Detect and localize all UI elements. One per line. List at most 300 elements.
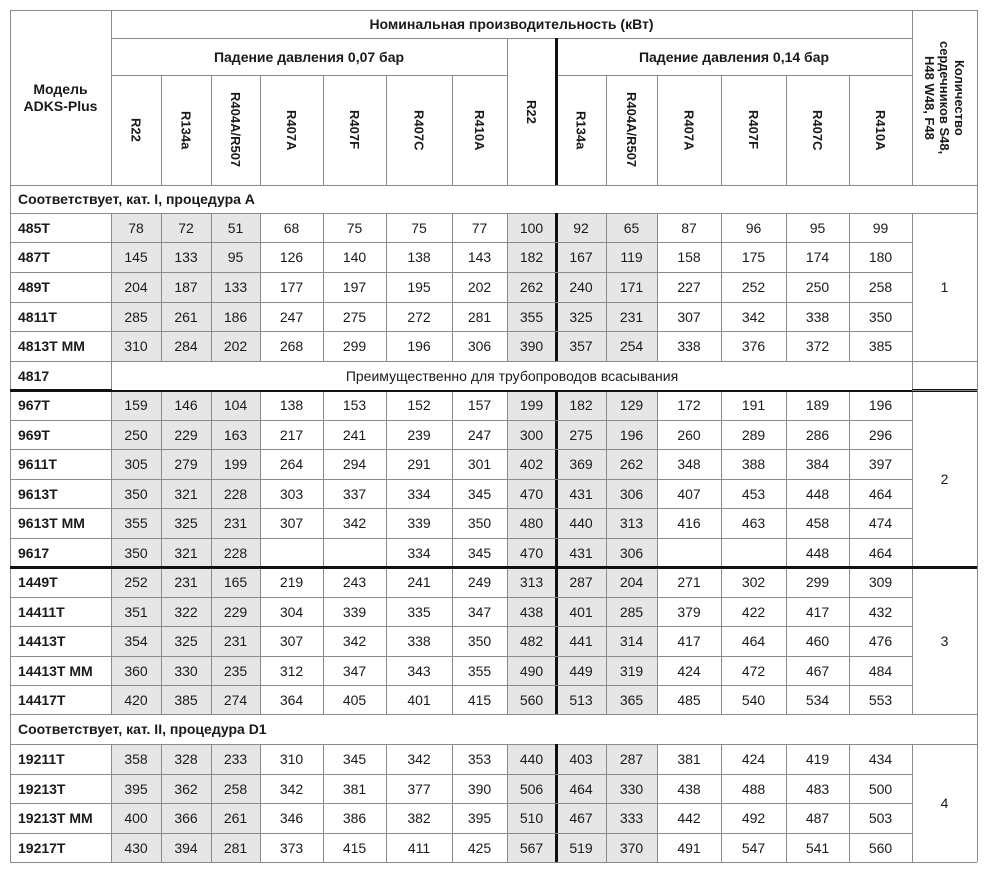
value-cell: 313	[619, 515, 644, 531]
refrigerant-header	[786, 75, 849, 185]
model-cell: 19213T	[18, 780, 66, 797]
refrigerant-label: R407A	[284, 109, 299, 151]
value-cell: 424	[677, 662, 701, 679]
value-cell: 196	[619, 426, 644, 443]
grid-line	[452, 213, 453, 714]
grid-line	[912, 390, 977, 391]
refrigerant-label: R22	[524, 99, 539, 124]
value-cell: 217	[279, 426, 304, 443]
value-cell: 133	[223, 279, 248, 295]
value-cell: 143	[467, 249, 492, 265]
value-cell: 360	[124, 662, 148, 679]
value-cell: 453	[741, 485, 766, 502]
value-cell: 513	[569, 691, 593, 708]
model-cell: 9613T MM	[18, 515, 85, 531]
note-cell-text: Преимущественно для трубопроводов всасывания	[345, 368, 679, 384]
grid-line	[555, 213, 558, 714]
value-cell: 204	[124, 279, 148, 295]
value-cell: 480	[519, 515, 544, 531]
grid-line	[10, 479, 912, 480]
value-cell: 338	[805, 308, 830, 325]
grid-line	[161, 213, 162, 714]
value-cell: 175	[741, 249, 766, 265]
value-cell: 95	[809, 219, 826, 236]
grid-line	[10, 833, 912, 834]
value-cell: 182	[569, 397, 593, 413]
value-cell: 325	[569, 308, 593, 325]
value-cell: 96	[745, 219, 762, 236]
value-cell: 345	[467, 485, 492, 502]
value-cell: 401	[569, 603, 593, 620]
value-cell: 272	[407, 308, 431, 325]
value-cell: 334	[407, 485, 431, 502]
value-cell: 163	[223, 426, 248, 443]
value-cell: 381	[342, 780, 367, 797]
model-cell: 19213T MM	[18, 810, 93, 826]
value-cell: 492	[741, 810, 766, 826]
value-cell: 307	[279, 515, 304, 531]
value-cell: 342	[741, 308, 766, 325]
value-cell: 227	[677, 279, 701, 295]
value-cell: 403	[569, 751, 593, 767]
value-cell: 416	[677, 515, 701, 531]
value-cell: 448	[805, 544, 830, 561]
value-cell: 104	[223, 397, 248, 413]
value-cell: 228	[223, 485, 248, 502]
value-cell: 77	[471, 219, 488, 236]
grid-line	[10, 272, 912, 273]
value-cell: 314	[619, 633, 644, 649]
grid-line	[606, 75, 607, 185]
value-cell: 372	[805, 338, 830, 354]
grid-line	[10, 774, 912, 775]
value-cell: 440	[519, 751, 544, 767]
grid-line	[10, 685, 912, 686]
value-cell: 390	[519, 338, 544, 354]
model-cell: 489T	[18, 279, 50, 295]
pressure-drop-0-14: Падение давления 0,14 бар	[638, 48, 830, 65]
value-cell: 441	[569, 633, 593, 649]
refrigerant-label: R134a	[178, 110, 194, 150]
value-cell: 458	[805, 515, 830, 531]
value-cell: 464	[569, 780, 593, 797]
value-cell: 199	[519, 397, 544, 413]
value-cell: 159	[124, 397, 148, 413]
value-cell: 347	[467, 603, 492, 620]
value-cell: 247	[279, 308, 304, 325]
value-cell: 560	[519, 691, 544, 708]
value-cell: 285	[619, 603, 644, 620]
value-cell: 460	[805, 633, 830, 649]
value-cell: 264	[279, 456, 304, 472]
value-cell: 350	[124, 544, 148, 561]
grid-line	[721, 75, 722, 185]
grid-line	[10, 213, 977, 214]
value-cell: 126	[279, 249, 304, 265]
model-cell: 9611T	[18, 456, 57, 472]
value-cell: 275	[342, 308, 367, 325]
refrigerant-label: R410A	[472, 109, 487, 151]
value-cell: 328	[174, 751, 198, 767]
value-cell: 345	[342, 751, 367, 767]
model-cell: 485T	[18, 219, 50, 236]
value-cell: 303	[279, 485, 304, 502]
value-cell: 167	[569, 249, 593, 265]
value-cell: 432	[868, 603, 893, 620]
value-cell: 490	[519, 662, 544, 679]
value-cell: 338	[677, 338, 701, 354]
value-cell: 325	[174, 515, 198, 531]
value-cell: 307	[677, 308, 701, 325]
grid-line	[10, 714, 912, 715]
value-cell: 519	[569, 839, 593, 856]
model-cell: 1449T	[18, 574, 58, 590]
value-cell: 487	[805, 810, 830, 826]
refrigerant-label: R134a	[573, 110, 589, 150]
value-cell: 541	[805, 839, 830, 856]
grid-line	[111, 213, 112, 714]
value-cell: 191	[741, 397, 766, 413]
grid-line	[786, 75, 787, 185]
model-cell: 9617	[18, 544, 50, 561]
value-cell: 138	[407, 249, 431, 265]
value-cell: 204	[619, 574, 644, 590]
value-cell: 72	[178, 219, 194, 236]
value-cell: 321	[174, 544, 198, 561]
value-cell: 274	[223, 691, 248, 708]
value-cell: 355	[467, 662, 492, 679]
model-cell: 19211T	[18, 751, 65, 767]
value-cell: 339	[407, 515, 431, 531]
value-cell: 299	[805, 574, 830, 590]
value-cell: 365	[619, 691, 644, 708]
grid-line	[452, 75, 453, 185]
value-cell: 337	[342, 485, 367, 502]
value-cell: 310	[279, 751, 304, 767]
value-cell: 386	[342, 810, 367, 826]
grid-line	[657, 213, 658, 714]
value-cell: 180	[868, 249, 893, 265]
model-cell: 14411T	[18, 603, 65, 620]
value-cell: 388	[741, 456, 766, 472]
value-cell: 312	[279, 662, 304, 679]
refrigerant-header	[721, 75, 786, 185]
value-cell: 395	[124, 780, 148, 797]
value-cell: 330	[619, 780, 644, 797]
refrigerant-header	[386, 75, 452, 185]
grid-line	[323, 75, 324, 185]
value-cell: 189	[805, 397, 830, 413]
value-cell: 405	[342, 691, 367, 708]
value-cell: 196	[868, 397, 893, 413]
value-cell: 262	[519, 279, 544, 295]
value-cell: 547	[741, 839, 766, 856]
value-cell: 119	[620, 249, 643, 265]
value-cell: 243	[342, 574, 367, 590]
value-cell: 351	[124, 603, 148, 620]
value-cell: 330	[174, 662, 198, 679]
grid-line	[912, 10, 913, 185]
value-cell: 350	[467, 633, 492, 649]
refrigerant-label: R404A/R507	[228, 92, 243, 168]
value-cell: 342	[342, 515, 367, 531]
value-cell: 65	[623, 219, 640, 236]
value-cell: 304	[279, 603, 304, 620]
refrigerant-header	[323, 75, 386, 185]
value-cell: 291	[407, 456, 431, 472]
model-cell: 4813T MM	[18, 338, 85, 354]
value-cell: 379	[677, 603, 701, 620]
value-cell: 202	[223, 338, 248, 354]
value-cell: 346	[279, 810, 304, 826]
value-cell: 484	[868, 662, 893, 679]
value-cell: 306	[619, 485, 644, 502]
grid-line	[10, 566, 977, 569]
value-cell: 467	[805, 662, 830, 679]
value-cell: 335	[407, 603, 431, 620]
value-cell	[260, 538, 323, 567]
grid-line	[211, 213, 212, 714]
value-cell: 281	[223, 839, 248, 856]
refrigerant-header	[260, 75, 323, 185]
value-cell: 434	[868, 751, 893, 767]
value-cell: 239	[407, 426, 431, 443]
value-cell: 187	[174, 279, 198, 295]
model-cell: 487T	[18, 249, 50, 265]
value-cell: 355	[519, 308, 544, 325]
value-cell: 140	[342, 249, 367, 265]
value-cell: 369	[569, 456, 593, 472]
value-cell: 355	[124, 515, 148, 531]
value-cell: 364	[279, 691, 304, 708]
grid-line	[10, 10, 11, 862]
value-cell: 390	[467, 780, 492, 797]
value-cell: 268	[279, 338, 304, 354]
refrigerant-label: R410A	[873, 109, 888, 151]
value-cell: 464	[868, 485, 893, 502]
value-cell: 129	[619, 397, 644, 413]
value-cell: 182	[519, 249, 544, 265]
section-header: Соответствует, кат. II, процедура D1	[18, 721, 267, 737]
value-cell: 510	[519, 810, 544, 826]
grid-line	[10, 803, 912, 804]
value-cell: 567	[519, 839, 544, 856]
value-cell: 400	[124, 810, 148, 826]
value-cell: 342	[342, 633, 367, 649]
value-cell: 78	[128, 219, 144, 236]
core-count-cell: 4	[940, 795, 949, 811]
value-cell: 219	[279, 574, 304, 590]
grid-line	[912, 213, 913, 714]
value-cell: 153	[342, 397, 367, 413]
value-cell: 472	[741, 662, 766, 679]
value-cell: 474	[868, 515, 893, 531]
value-cell: 100	[519, 219, 544, 236]
grid-line	[606, 213, 607, 714]
value-cell: 202	[467, 279, 492, 295]
value-cell: 281	[467, 308, 492, 325]
value-cell: 231	[223, 515, 248, 531]
value-cell: 260	[677, 426, 701, 443]
value-cell: 334	[407, 544, 431, 561]
value-cell: 449	[569, 662, 593, 679]
grid-line	[386, 75, 387, 185]
value-cell: 553	[868, 691, 893, 708]
value-cell: 241	[342, 426, 367, 443]
value-cell: 310	[124, 338, 148, 354]
value-cell: 485	[677, 691, 701, 708]
value-cell: 325	[174, 633, 198, 649]
value-cell: 231	[619, 308, 644, 325]
value-cell: 347	[342, 662, 367, 679]
value-cell: 250	[805, 279, 830, 295]
value-cell: 305	[124, 456, 148, 472]
value-cell: 51	[227, 219, 244, 236]
value-cell: 309	[868, 574, 893, 590]
value-cell: 321	[174, 485, 198, 502]
grid-line	[10, 331, 912, 332]
value-cell: 146	[174, 397, 198, 413]
value-cell: 199	[223, 456, 248, 472]
grid-line	[977, 10, 978, 862]
value-cell	[721, 538, 786, 567]
value-cell: 362	[174, 780, 198, 797]
value-cell: 231	[174, 574, 198, 590]
value-cell: 241	[407, 574, 431, 590]
value-cell: 240	[569, 279, 593, 295]
value-cell: 470	[519, 485, 544, 502]
model-cell: 9613T	[18, 485, 58, 502]
value-cell: 338	[407, 633, 431, 649]
value-cell: 172	[677, 397, 701, 413]
value-cell: 382	[407, 810, 431, 826]
value-cell: 381	[677, 751, 701, 767]
value-cell: 287	[619, 751, 644, 767]
value-cell: 95	[227, 249, 244, 265]
grid-line	[721, 213, 722, 714]
grid-line	[111, 10, 112, 185]
grid-line	[386, 213, 387, 714]
value-cell: 313	[519, 574, 544, 590]
model-cell: 967T	[18, 397, 50, 413]
refrigerant-label: R407F	[347, 110, 362, 150]
value-cell: 87	[681, 219, 697, 236]
value-cell: 384	[805, 456, 830, 472]
value-cell: 307	[279, 633, 304, 649]
grid-line	[849, 213, 850, 714]
grid-line	[161, 75, 162, 185]
refrigerant-header	[161, 75, 211, 185]
value-cell: 358	[124, 751, 148, 767]
grid-line	[10, 449, 912, 450]
model-cell: 969T	[18, 426, 50, 443]
model-cell: 14417T	[18, 691, 66, 708]
value-cell	[657, 538, 721, 567]
value-cell: 247	[467, 426, 492, 443]
grid-line	[555, 38, 558, 185]
value-cell: 252	[124, 574, 148, 590]
value-cell: 424	[741, 751, 766, 767]
refrigerant-header	[111, 75, 161, 185]
grid-line	[657, 75, 658, 185]
model-cell: 14413T	[18, 633, 66, 649]
refrigerant-label: R407F	[746, 110, 761, 150]
value-cell: 284	[174, 338, 198, 354]
grid-line	[260, 213, 261, 714]
value-cell: 262	[619, 456, 644, 472]
section-header: Соответствует, кат. I, процедура A	[18, 191, 255, 207]
value-cell: 286	[805, 426, 830, 443]
value-cell: 417	[805, 603, 830, 620]
value-cell: 197	[342, 279, 367, 295]
value-cell: 430	[124, 839, 148, 856]
value-cell: 229	[174, 426, 198, 443]
value-cell: 377	[407, 780, 431, 797]
value-cell: 422	[741, 603, 766, 620]
value-cell: 350	[868, 308, 893, 325]
value-cell: 322	[174, 603, 198, 620]
value-cell: 174	[805, 249, 830, 265]
core-count-label: Количество сердечников S48, H48 W48, F48	[922, 40, 967, 155]
value-cell: 464	[741, 633, 766, 649]
core-count-header	[912, 10, 977, 185]
value-cell: 133	[174, 249, 198, 265]
grid-line	[10, 302, 912, 303]
grid-line	[912, 744, 913, 862]
value-cell: 186	[223, 308, 248, 325]
value-cell: 476	[868, 633, 893, 649]
value-cell: 417	[677, 633, 701, 649]
value-cell: 385	[174, 691, 198, 708]
value-cell: 483	[805, 780, 830, 797]
refrigerant-label: R22	[128, 118, 144, 142]
core-count-cell: 2	[940, 470, 949, 487]
value-cell: 357	[569, 338, 593, 354]
value-cell: 158	[677, 249, 701, 265]
grid-line	[10, 538, 912, 539]
value-cell: 306	[619, 544, 644, 561]
value-cell: 99	[872, 219, 889, 236]
value-cell: 350	[124, 485, 148, 502]
value-cell: 235	[223, 662, 248, 679]
value-cell: 402	[519, 456, 544, 472]
refrigerant-header	[452, 75, 507, 185]
value-cell: 353	[467, 751, 492, 767]
grid-line	[111, 38, 912, 39]
value-cell: 287	[569, 574, 593, 590]
value-cell: 376	[741, 338, 766, 354]
value-cell: 394	[174, 839, 198, 856]
value-cell: 345	[467, 544, 492, 561]
model-cell: 19217T	[18, 839, 66, 856]
value-cell: 250	[124, 426, 148, 443]
grid-line	[507, 38, 508, 185]
value-cell: 419	[805, 751, 830, 767]
value-cell: 448	[805, 485, 830, 502]
value-cell: 261	[223, 810, 248, 826]
value-cell: 294	[342, 456, 367, 472]
value-cell: 258	[223, 780, 248, 797]
grid-line	[10, 185, 977, 186]
model-cell: 14413T MM	[18, 662, 93, 679]
refrigerant-label: R407A	[681, 109, 697, 151]
grid-line	[849, 75, 850, 185]
value-cell: 470	[519, 544, 544, 561]
value-cell: 500	[868, 780, 893, 797]
value-cell: 271	[677, 574, 701, 590]
grid-line	[10, 744, 977, 745]
grid-line	[10, 420, 912, 421]
